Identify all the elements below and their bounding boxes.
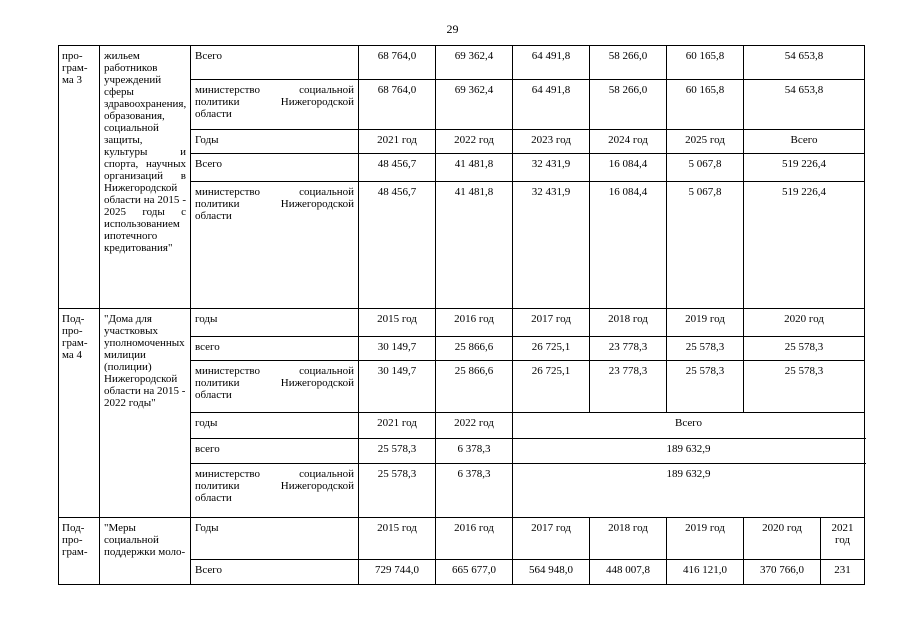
- table-cell: 416 121,0: [667, 560, 744, 585]
- table-cell: 32 431,9: [513, 154, 590, 182]
- subprogram-code: про-грам-ма 3: [59, 46, 100, 309]
- row-label: годы: [191, 413, 359, 439]
- row-label: министерство социальной политики Нижегородской области: [191, 80, 359, 130]
- table-cell: 32 431,9: [513, 182, 590, 309]
- table-cell: 2022 год: [436, 130, 513, 154]
- table-cell: 6 378,3: [436, 439, 513, 464]
- table-cell: 41 481,8: [436, 154, 513, 182]
- table-cell: 25 866,6: [436, 337, 513, 361]
- table-cell: 189 632,9: [513, 439, 865, 464]
- table-cell: Всего: [513, 413, 865, 439]
- table-cell: 231: [821, 560, 865, 585]
- table-cell: 26 725,1: [513, 337, 590, 361]
- table-cell: 68 764,0: [359, 46, 436, 80]
- table-cell: 25 578,3: [744, 361, 865, 413]
- table-cell: 69 362,4: [436, 46, 513, 80]
- row-label: Всего: [191, 560, 359, 585]
- table-cell: 2020 год: [744, 518, 821, 560]
- row-label: министерство социальной политики Нижегородской области: [191, 182, 359, 309]
- row-label: всего: [191, 337, 359, 361]
- row-label: всего: [191, 439, 359, 464]
- table-cell: 2018 год: [590, 309, 667, 337]
- table-cell: 2025 год: [667, 130, 744, 154]
- table-cell: 25 578,3: [359, 439, 436, 464]
- budget-table: [58, 45, 865, 585]
- table-cell: 23 778,3: [590, 361, 667, 413]
- table-cell: 5 067,8: [667, 154, 744, 182]
- table-cell: 26 725,1: [513, 361, 590, 413]
- table-cell: 68 764,0: [359, 80, 436, 130]
- table-cell: 54 653,8: [744, 46, 865, 80]
- table-cell: 2021 год: [821, 518, 865, 560]
- table-cell: 189 632,9: [513, 464, 865, 518]
- table-cell: 30 149,7: [359, 361, 436, 413]
- table-cell: 16 084,4: [590, 182, 667, 309]
- table-cell: 54 653,8: [744, 80, 865, 130]
- table-cell: 2018 год: [590, 518, 667, 560]
- subprogram-code: Под-про-грам-: [59, 518, 100, 585]
- table-cell: 60 165,8: [667, 80, 744, 130]
- table-cell: 58 266,0: [590, 80, 667, 130]
- table-cell: 25 578,3: [359, 464, 436, 518]
- table-cell: 25 578,3: [667, 337, 744, 361]
- table-cell: 2023 год: [513, 130, 590, 154]
- table-cell: 48 456,7: [359, 182, 436, 309]
- row-label: Всего: [191, 46, 359, 80]
- row-label: годы: [191, 309, 359, 337]
- row-label: Всего: [191, 154, 359, 182]
- table-cell: 519 226,4: [744, 154, 865, 182]
- table-cell: 25 578,3: [744, 337, 865, 361]
- table-cell: 2016 год: [436, 518, 513, 560]
- subprogram-name: "Меры социальной поддержки моло-: [100, 518, 191, 585]
- table-cell: 2019 год: [667, 309, 744, 337]
- table-cell: 2015 год: [359, 309, 436, 337]
- subprogram-name: "Дома для участковых уполномоченных милиции (полиции) Нижегородской области на 2015 - 2022 годы": [100, 309, 191, 518]
- table-cell: 2017 год: [513, 518, 590, 560]
- table-cell: 519 226,4: [744, 182, 865, 309]
- table-cell: 2020 год: [744, 309, 865, 337]
- row-label: Годы: [191, 130, 359, 154]
- table-cell: 729 744,0: [359, 560, 436, 585]
- table-cell: 64 491,8: [513, 46, 590, 80]
- table-cell: 16 084,4: [590, 154, 667, 182]
- page-number: 29: [446, 22, 459, 36]
- table-cell: 2015 год: [359, 518, 436, 560]
- table-cell: 58 266,0: [590, 46, 667, 80]
- table-cell: 64 491,8: [513, 80, 590, 130]
- table-cell: 665 677,0: [436, 560, 513, 585]
- table-cell: 25 578,3: [667, 361, 744, 413]
- table-cell: 370 766,0: [744, 560, 821, 585]
- table-cell: 2019 год: [667, 518, 744, 560]
- table-cell: 448 007,8: [590, 560, 667, 585]
- table-cell: 25 866,6: [436, 361, 513, 413]
- table-cell: 6 378,3: [436, 464, 513, 518]
- table-row: [59, 309, 865, 337]
- subprogram-name: жильем работников учреждений сферы здравоохранения, образования, социальной защиты, культуры и спорта, научных организаций в Нижегородской области на 2015 - 2025 годы с использованием ипотечного кредитования": [100, 46, 191, 309]
- table-cell: 2017 год: [513, 309, 590, 337]
- table-cell: 69 362,4: [436, 80, 513, 130]
- table-cell: 23 778,3: [590, 337, 667, 361]
- table-cell: 60 165,8: [667, 46, 744, 80]
- table-cell: 5 067,8: [667, 182, 744, 309]
- row-label: министерство социальной политики Нижегородской области: [191, 464, 359, 518]
- table-row: [59, 46, 865, 80]
- row-label: министерство социальной политики Нижегородской области: [191, 361, 359, 413]
- table-cell: 48 456,7: [359, 154, 436, 182]
- table-row: [59, 518, 865, 560]
- table-cell: 564 948,0: [513, 560, 590, 585]
- table-cell: 2022 год: [436, 413, 513, 439]
- subprogram-code: Под-про-грам-ма 4: [59, 309, 100, 518]
- table-cell: 30 149,7: [359, 337, 436, 361]
- table-cell: Всего: [744, 130, 865, 154]
- table-cell: 2021 год: [359, 413, 436, 439]
- table-cell: 2016 год: [436, 309, 513, 337]
- row-label: Годы: [191, 518, 359, 560]
- table-cell: 41 481,8: [436, 182, 513, 309]
- table-cell: 2024 год: [590, 130, 667, 154]
- table-cell: 2021 год: [359, 130, 436, 154]
